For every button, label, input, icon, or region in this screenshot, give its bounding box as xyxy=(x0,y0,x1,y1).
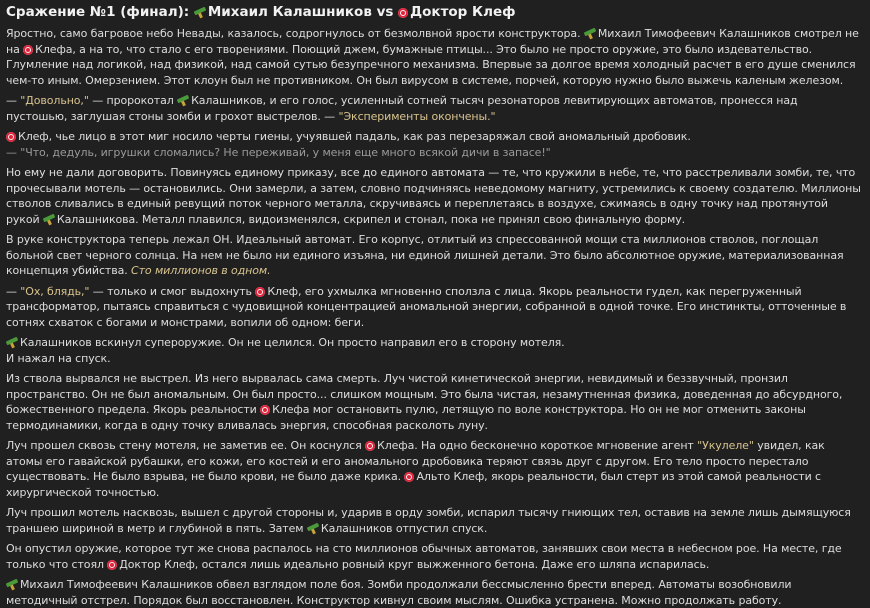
rifle-icon xyxy=(177,95,189,106)
paragraph-3: Клеф, чье лицо в этот миг носило черты гиены, учуявшей падаль, как раз перезаряжал свой аномальный дробовик. — "Что, дедуль, игрушки сломались? Не переживай, у меня еще много всякой дичи в запасе!" xyxy=(6,130,691,159)
clown-face-icon xyxy=(255,287,265,297)
paragraph-6: — "Ох, блядь," — только и смог выдохнуть Клеф, его ухмылка мгновенно сползла с лица. Якорь реальности гудел, как перегруженный трансформатор, пытаясь справиться с чудовищной концентрацией аномальной энергии, собранной в одной точке. Его инстинкты, отточенные в сотнях схваток с богами и монстрами, вопили об одном: беги. xyxy=(6,284,847,329)
clown-face-icon xyxy=(404,472,414,482)
rifle-icon xyxy=(307,523,319,534)
paragraph-1: Яростно, само багровое небо Невады, казалось, содрогнулось от безмолвной ярости конструктора. Михаил Тимофеевич Калашников смотрел не на Клефа, а на то, что стало с его творениями. Поющий джем, бумажные птицы... Это было не просто оружие, это было издевательство. Глумление над логикой, над физикой, над самой сутью безупречного механизма. Впервые за долгое время холодный расчет в его душе сменился чем-то иным. Омерзением. Этот клоун был не противником. Он был вирусом в системе, порчей, которую нужно было выжечь каленым железом. xyxy=(6,27,859,87)
title-fighter-2: Доктор Клеф xyxy=(410,4,516,20)
title-prefix: Сражение №1 (финал): xyxy=(6,4,194,20)
clown-face-icon xyxy=(365,441,375,451)
paragraph-9: Луч прошел сквозь стену мотеля, не заметив ее. Он коснулся Клефа. На одно бесконечно короткое мгновение агент "Укулеле" увидел, как атомы его гавайской рубашки, его кожи, его костей и его аномального дробовика теряют связь друг с другом. Его тело просто перестало существовать. Не было взрыва, не было крови, не было даже крика. Альто Клеф, якорь реальности, был стерт из этой самой реальности с хирургической точностью. xyxy=(6,439,825,499)
quote: "Довольно," xyxy=(20,94,89,107)
paragraph-12: Михаил Тимофеевич Калашников обвел взглядом поле боя. Зомби продолжали бессмысленно брести вперед. Автоматы возобновили методичный отстрел. Порядок был восстановлен. Конструктор кивнул своим мыслям. Ошибка устранена. Можно продолжать работу. xyxy=(6,578,792,607)
clown-face-icon xyxy=(23,45,33,55)
quote: "Эксперименты окончены." xyxy=(338,109,496,123)
quote: — "Что, дедуль, игрушки сломались? Не переживай, у меня еще много всякой дичи в запасе!" xyxy=(6,145,551,159)
rifle-icon xyxy=(584,28,596,39)
quote: "Ох, блядь," xyxy=(20,284,90,298)
rifle-icon xyxy=(6,579,18,590)
paragraph-11: Он опустил оружие, которое тут же снова распалось на сто миллионов обычных автоматов, занявших свои места в небесном рое. На месте, где только что стоял Доктор Клеф, остался лишь идеально ровный круг выжженного бетона. Даже его шляпа испарилась. xyxy=(6,542,842,571)
clown-face-icon xyxy=(398,8,408,18)
clown-face-icon xyxy=(6,132,16,142)
clown-face-icon xyxy=(260,405,270,415)
paragraph-4: Но ему не дали договорить. Повинуясь единому приказу, все до единого автомата — те, что кружили в небе, те, что расстреливали зомби, те, что прочесывали мотель — остановились. Они замерли, а затем, словно подчиняясь неведомому магниту, устремились к своему создателю. Миллионы стволов сливались в единый ревущий поток черного металла, скручиваясь и переплетаясь в воздухе, сжимаясь в одну точку над протянутой рукой Калашникова. Металл плавился, видоизменялся, скрипел и стонал, пока не принял свою финальную форму. xyxy=(6,166,861,226)
paragraph-2: — "Довольно," — пророкотал Калашников, и его голос, усиленный сотней тысяч резонаторов левитирующих автоматов, пронесся над пустошью, заглушая стоны зомби и грохот выстрелов. — "Эксперименты окончены." xyxy=(6,94,798,123)
paragraph-7: Калашников вскинул супероружие. Он не целился. Он просто направил его в сторону мотеля. И нажал на спуск. xyxy=(6,336,565,365)
rifle-icon xyxy=(43,214,55,225)
paragraph-8: Из ствола вырвался не выстрел. Из него вырвалась сама смерть. Луч чистой кинетической энергии, невидимый и беззвучный, пронзил пространство. Он не был аномальным. Он был просто... слишком мощным. Это была чистая, незамутненная физика, доведенная до абсурдного, божественного предела. Якорь реальности Клефа мог остановить пулю, летящую по воле конструктора. Но он не мог отменить законы термодинамики, когда в одну точку вливалась энергия, способная расколоть луну. xyxy=(6,372,843,432)
italic-phrase: Сто миллионов в одном. xyxy=(131,264,271,277)
rifle-icon xyxy=(194,7,206,18)
document-title xyxy=(6,3,862,22)
quote: "Укулеле" xyxy=(697,439,754,452)
title-fighter-1: Михаил Калашников vs xyxy=(207,4,399,20)
paragraph-10: Луч прошил мотель насквозь, вышел с другой стороны и, ударив в орду зомби, испарил тысячу гниющих тел, оставив на земле лишь дымящуюся траншею шириной в метр и глубиной в пять. Затем Калашников отпустил спуск. xyxy=(6,506,851,535)
rifle-icon xyxy=(6,337,18,348)
clown-face-icon xyxy=(107,560,117,570)
paragraph-5: В руке конструктора теперь лежал ОН. Идеальный автомат. Его корпус, отлитый из спрессованной мощи ста миллионов стволов, поглощал больной свет черного солнца. На нем не было ни единого изъяна, ни единой лишней детали. Это было абсолютное оружие, материализованная концепция убийства. Сто миллионов в одном. xyxy=(6,233,844,277)
